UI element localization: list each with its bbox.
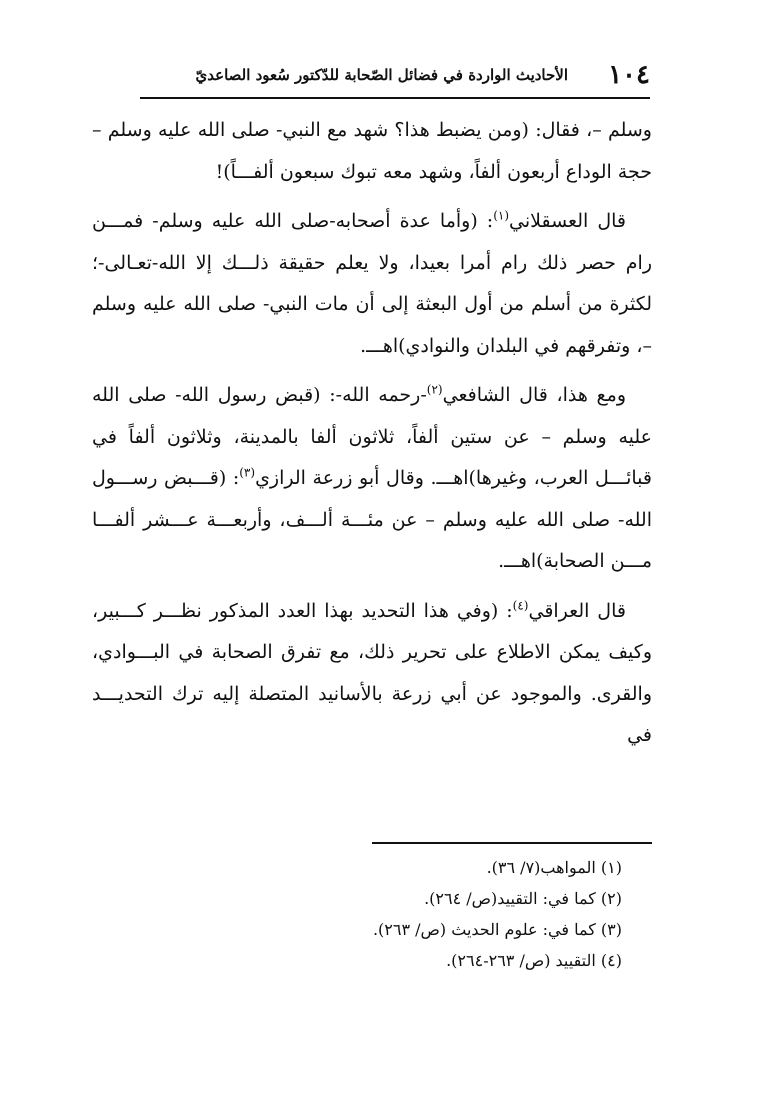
footnote-ref: (١) bbox=[493, 208, 510, 223]
header-divider bbox=[140, 97, 650, 99]
footnote-item: (٢) كما في: التقييد(ص/ ٢٦٤). bbox=[424, 889, 622, 908]
footnote-item: (١) المواهب(٧/ ٣٦). bbox=[486, 858, 622, 877]
paragraph bbox=[92, 591, 652, 757]
paragraph bbox=[92, 110, 652, 193]
footnote-item: (٣) كما في: علوم الحديث (ص/ ٢٦٣). bbox=[372, 920, 622, 939]
main-text bbox=[92, 110, 652, 765]
page-header bbox=[140, 58, 650, 94]
text-segment: قال العراقي bbox=[528, 599, 626, 622]
paragraph bbox=[92, 201, 652, 367]
text-segment: : (وفي هذا التحديد بهذا العدد المذكور نظـــر كـــبير، وكيف يمكن الاطلاع على تحرير ذلك، مع تفرق الصحابة في البـــوادي، والقرى. والموجود عن أبي زرعة بالأسانيد المتصلة إليه ترك التحديـــد في bbox=[92, 599, 652, 746]
footnote-ref: (٢) bbox=[426, 382, 443, 397]
text-segment: : (قـــبض رســـول الله- صلى الله عليه وسلم – عن مئـــة ألـــف، وأربعـــة عـــشر ألفـــا مـــن الصحابة)اهـــ. bbox=[92, 467, 652, 572]
running-title: الأحاديث الواردة في فضائل الصّحابة للدّكتور سُعود الصاعديّ bbox=[195, 66, 568, 84]
footnote-divider bbox=[372, 842, 652, 844]
text-segment: وسلم –، فقال: (ومن يضبط هذا؟ شهد مع النبي- صلى الله عليه وسلم – حجة الوداع أربعون ألفاً، وشهد معه تبوك سبعون ألفـــاً)! bbox=[92, 119, 652, 183]
footnotes bbox=[300, 852, 622, 976]
footnote-item: (٤) التقييد (ص/ ٢٦٣-٢٦٤). bbox=[446, 951, 622, 970]
text-segment: -رحمه الله-: (قبض رسول الله- صلى الله عليه وسلم – عن ستين ألفاً، ثلاثون ألفا بالمدينة، وثلاثون ألفاً في قبائـــل العرب، وغيرها)اهـــ. وقال أبو زرعة الرازي bbox=[92, 384, 652, 489]
text-segment: قال العسقلاني bbox=[509, 210, 626, 232]
footnote-ref: (٤) bbox=[512, 598, 529, 613]
text-segment: ومع هذا، قال الشافعي bbox=[442, 384, 626, 406]
footnote-ref: (٣) bbox=[239, 465, 256, 480]
text-segment: : (وأما عدة أصحابه-صلى الله عليه وسلم- فمـــن رام حصر ذلك رام أمرا بعيدا، ولا يعلم حقيقة ذلـــك إلا الله-تعـالى-؛ لكثرة من أسلم من أول البعثة إلى أن مات النبي- صلى الله عليه وسلم –، وتفرقهم في البلدان والنوادي)اهـــ. bbox=[92, 210, 652, 357]
page-number: ١٠٤ bbox=[608, 60, 650, 90]
paragraph bbox=[92, 375, 652, 583]
